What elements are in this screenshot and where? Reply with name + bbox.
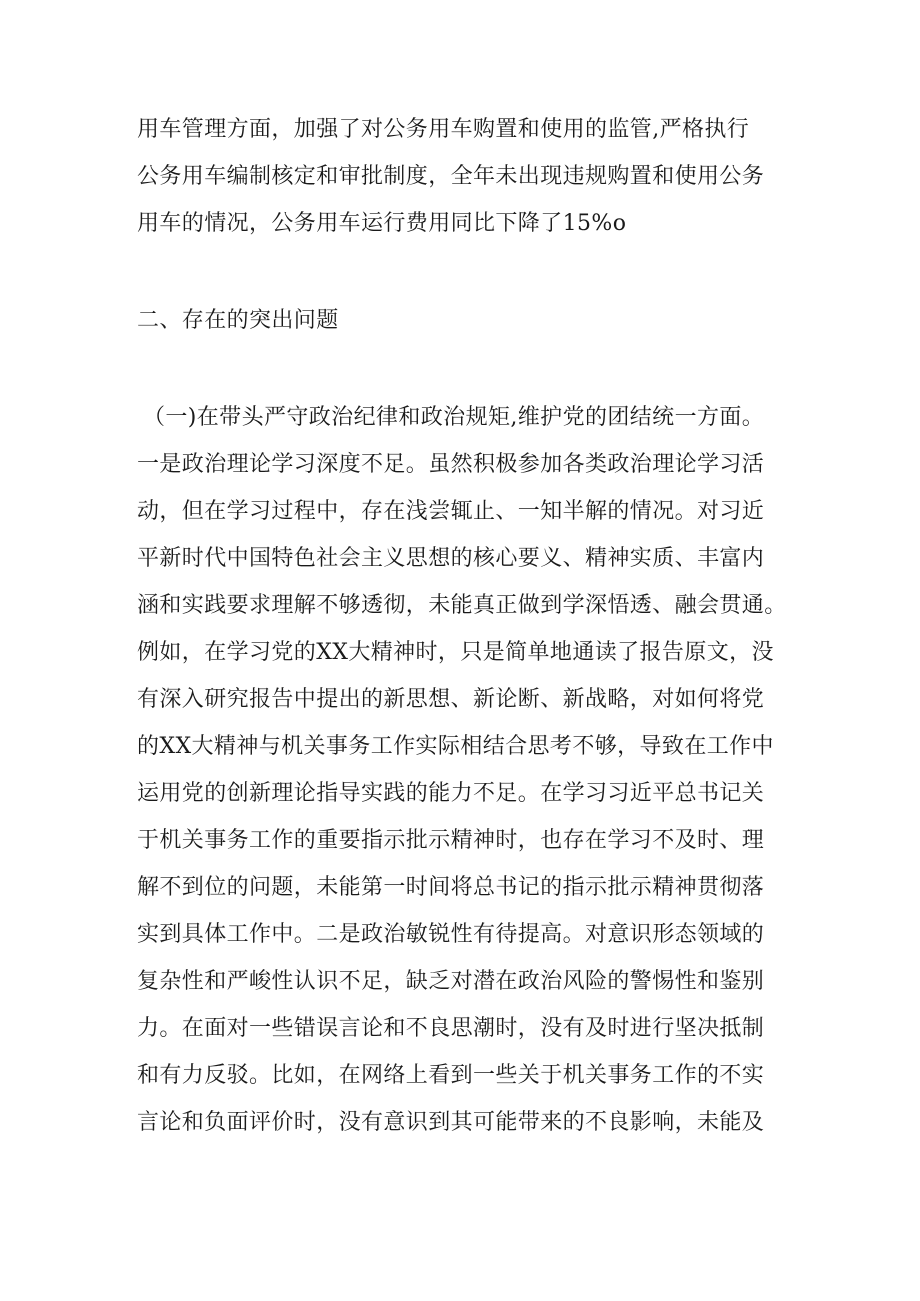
body-text-line: （一)在带头严守政治纪律和政治规矩,维护党的团结统一方面。	[143, 405, 765, 430]
body-text-line: 有深入研究报告中提出的新思想、新论断、新战略，对如何将党	[137, 687, 765, 712]
section-heading: 二、存在的突出问题	[137, 308, 339, 333]
body-text-line: 涵和实践要求理解不够透彻，未能真正做到学深悟透、融会贯通。	[137, 593, 787, 618]
body-text-line: 解不到位的问题，未能第一时间将总书记的指示批示精神贯彻落	[137, 875, 765, 900]
body-text-line: 平新时代中国特色社会主义思想的核心要义、精神实质、丰富内	[137, 546, 765, 571]
body-text-line: 公务用车编制核定和审批制度，全年未出现违规购置和使用公务	[137, 164, 765, 189]
body-text-line: 一是政治理论学习深度不足。虽然积极参加各类政治理论学习活	[137, 452, 765, 477]
body-text-line: 言论和负面评价时，没有意识到其可能带来的不良影响，未能及	[137, 1110, 765, 1135]
body-text-line: 实到具体工作中。二是政治敏锐性有待提高。对意识形态领域的	[137, 922, 765, 947]
body-text-line: 和有力反驳。比如，在网络上看到一些关于机关事务工作的不实	[137, 1063, 765, 1088]
body-text-line: 复杂性和严峻性认识不足，缺乏对潜在政治风险的警惕性和鉴别	[137, 969, 765, 994]
body-text-line: 例如，在学习党的XX大精神时，只是简单地通读了报告原文，没	[137, 640, 774, 665]
body-text-line: 于机关事务工作的重要指示批示精神时，也存在学习不及时、理	[137, 828, 765, 853]
body-text-line: 的XX大精神与机关事务工作实际相结合思考不够，导致在工作中	[137, 734, 774, 759]
body-text-line: 用车的情况，公务用车运行费用同比下降了15%o	[137, 211, 627, 236]
body-text-line: 运用党的创新理论指导实践的能力不足。在学习习近平总书记关	[137, 781, 765, 806]
body-text-line: 动，但在学习过程中，存在浅尝辄止、一知半解的情况。对习近	[137, 499, 765, 524]
body-text-line: 力。在面对一些错误言论和不良思潮时，没有及时进行坚决抵制	[137, 1016, 765, 1041]
body-text-line: 用车管理方面，加强了对公务用车购置和使用的监管,严格执行	[137, 117, 750, 142]
